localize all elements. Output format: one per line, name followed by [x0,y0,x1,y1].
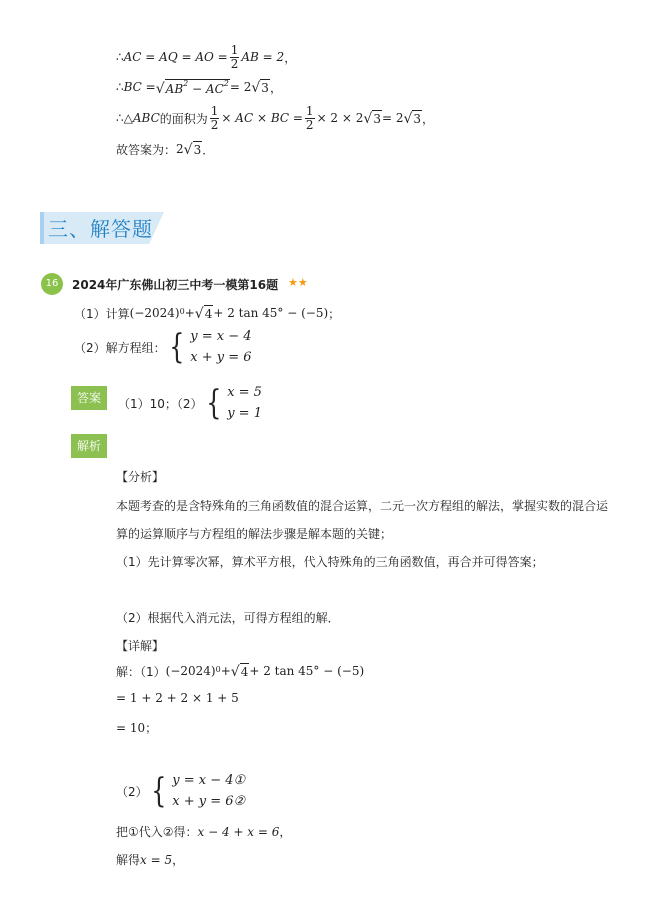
prev-line-2 [116,76,282,98]
detail-line-5 [116,823,291,840]
analysis-paragraph-2: 算的运算顺序与方程组的解法步骤是解本题的关键； [116,527,393,541]
difficulty-stars-icon: ★★ [288,276,308,289]
equation-2: x + y = 6② [172,794,246,809]
detail-line-6 [116,851,184,868]
equation-system: { y = x − 4① x + y = 6② [150,771,246,811]
math-expr: × 2 × 2 [316,111,364,125]
math-expr: + [220,664,231,678]
math-expr: x = 5 [140,852,173,867]
math-expr: + 2 tan 45° − (−5) [249,664,365,678]
punctuation: ． [202,142,215,157]
answer-label: 故答案为： [116,142,177,157]
math-expr: x − 4 + x = 6 [197,824,280,839]
punctuation: ； [328,306,341,321]
square-root: √ 4 [230,664,249,680]
math-expr: (−2024) [129,306,180,320]
square-root: √ $AB^2 - AC^2$ [155,78,229,97]
triangle-name: ABC [132,111,160,125]
math-expr: + 2 tan 45° − (−5) [213,306,329,320]
analysis-heading: 【分析】 [116,470,165,484]
answer-text: （1）10；（2） [118,396,203,411]
square-root: √ 3 [183,142,202,158]
analysis-tag: 解析 [71,434,107,458]
therefore-symbol: ∴ [116,50,124,64]
punctuation: ， [279,825,292,839]
analysis-paragraph-4: （2）根据代入消元法，可得方程组的解． [116,611,340,625]
square-root: √ 3 [363,111,381,127]
math-expr: BC = [123,80,156,94]
math-expr: AB = 2 [241,50,285,64]
solve-text: 解得 [116,853,141,867]
prev-line-3 [116,100,434,136]
math-expr: = 10 [116,720,146,735]
prev-line-4 [116,138,214,160]
math-expr: = 2 [381,111,404,125]
detail-line-4 [116,770,245,812]
equation-1: y = x − 4 [190,329,252,344]
detail-line-2: = 1 + 2 + 2 × 1 + 5 [116,691,239,705]
answer-tag: 答案 [71,386,107,410]
math-expr: (−2024) [165,664,216,678]
square-root: √ 4 [194,306,213,322]
exponent: 0 [215,664,221,674]
section-title: 三、解答题 [48,217,153,241]
analysis-paragraph-1: 本题考查的是含特殊角的三角函数值的混合运算，二元一次方程组的解法，掌握实数的混合运 [116,499,609,513]
therefore-symbol: ∴ [116,80,124,94]
math-expr: 2 [176,142,184,156]
punctuation: ， [269,80,282,95]
area-text: 的面积为 [159,111,208,126]
detail-line-3 [116,719,157,736]
question-number-badge: 16 [41,273,63,295]
answer-line [118,382,262,424]
question-title: 2024年广东佛山初三中考一模第16题 [72,278,279,292]
fraction: $\frac{1}{2}$ [210,103,219,132]
question-part-1 [74,302,340,324]
analysis-paragraph-3: （1）先计算零次幂，算术平方根，代入特殊角的三角函数值，再合并可得答案； [116,555,544,569]
therefore-triangle: ∴△ [116,111,133,125]
part-1-label: （1）计算 [74,306,130,321]
math-expr: + [184,306,195,320]
math-expr: AC = AQ = AO = [123,50,228,64]
answer-system: { x = 5 y = 1 [205,383,262,423]
detail-label: 解：（1） [116,664,166,679]
answer-eq-1: x = 5 [227,385,262,400]
punctuation: ， [422,111,435,126]
equation-1: y = x − 4① [172,773,246,788]
punctuation: ； [145,721,158,735]
substitution-text: 把①代入②得： [116,825,198,839]
square-root: √ 3 [403,111,422,127]
equation-system: { y = x − 4 x + y = 6 [168,327,252,367]
answer-eq-2: y = 1 [227,406,262,421]
math-expr: × AC × BC = [221,111,303,125]
exponent: 0 [179,306,185,316]
fraction: $\frac{1}{2}$ [230,42,239,71]
detail-label-2: （2） [116,784,148,799]
math-expr: = 2 [229,80,252,94]
punctuation: ， [284,50,297,65]
square-root: √ 3 [251,80,269,96]
punctuation: ， [172,853,185,867]
part-2-label: （2）解方程组： [74,340,166,355]
equation-2: x + y = 6 [190,350,252,365]
fraction: $\frac{1}{2}$ [305,103,314,132]
question-part-2 [74,326,252,368]
detail-heading: 【详解】 [116,639,165,653]
detail-line-1 [116,660,364,682]
prev-line-1 [116,40,296,74]
